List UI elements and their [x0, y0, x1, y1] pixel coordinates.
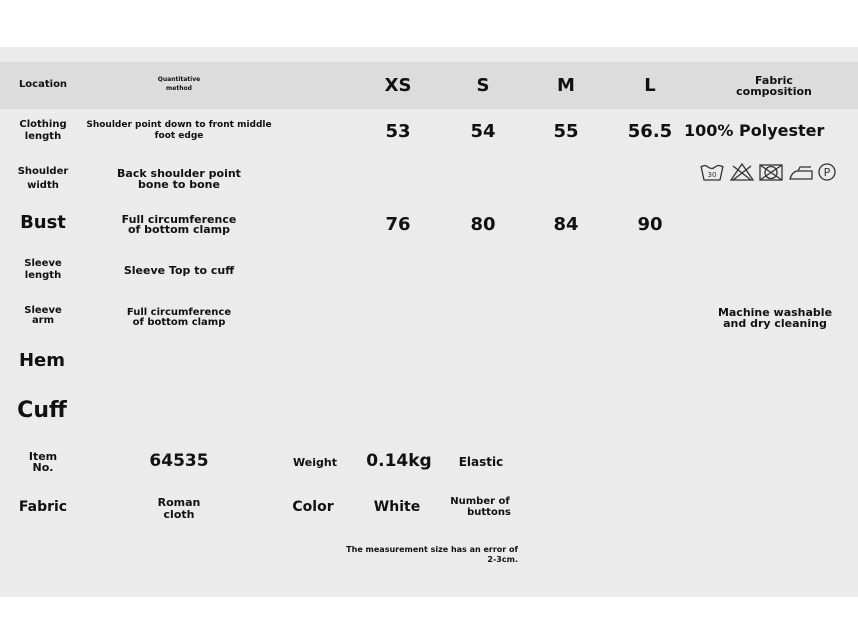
clothing-length-m: 55	[553, 121, 579, 142]
row-label-cuff: Cuff	[17, 398, 67, 423]
fabric-value-1: Roman	[157, 496, 201, 509]
header-size-m: M	[557, 75, 575, 96]
clothing-length-l: 56.5	[627, 121, 673, 142]
header-size-l: L	[644, 75, 656, 96]
row-label-clothing-length-2: length	[24, 131, 62, 142]
row-method-shoulder-width-1: Back shoulder point	[117, 167, 241, 180]
row-label-shoulder-width-1: Shoulder	[17, 166, 69, 177]
row-label-hem: Hem	[18, 350, 66, 371]
row-method-sleeve-arm-1: Full circumference	[126, 307, 232, 318]
measurement-note-2: 2-3cm.	[487, 555, 518, 564]
care-icons	[699, 161, 839, 183]
header-size-xs: XS	[384, 75, 412, 96]
header-composition-line1: Fabric	[755, 74, 793, 87]
row-method-sleeve-length: Sleeve Top to cuff	[123, 264, 235, 277]
wash-temp-text: 30	[707, 171, 717, 179]
fabric-value-2: cloth	[163, 508, 195, 521]
row-method-shoulder-width-2: bone to bone	[138, 178, 220, 191]
row-method-bust-1: Full circumference	[121, 213, 237, 226]
row-label-sleeve-arm-2: arm	[31, 315, 55, 326]
row-method-sleeve-arm-2: of bottom clamp	[132, 317, 226, 328]
row-label-shoulder-width-2: width	[27, 180, 59, 191]
buttons-label-2: buttons	[467, 507, 511, 518]
bust-l: 90	[637, 214, 663, 235]
row-label-sleeve-arm-1: Sleeve	[24, 305, 62, 316]
item-no-label-1: Item	[28, 450, 58, 463]
clothing-length-xs: 53	[385, 121, 411, 142]
measurement-note-1: The measurement size has an error of	[346, 545, 518, 554]
fabric-label: Fabric	[18, 499, 68, 515]
composition-value: 100% Polyester	[684, 121, 825, 140]
weight-value: 0.14kg	[366, 451, 432, 471]
row-label-sleeve-length-1: Sleeve	[24, 258, 62, 269]
clothing-length-s: 54	[470, 121, 496, 142]
wash-30-icon	[701, 166, 723, 181]
row-label-bust: Bust	[20, 212, 66, 233]
row-method-clothing-length-1: Shoulder point down to front middle	[86, 120, 272, 130]
dryclean-letter: P	[823, 166, 831, 179]
color-label: Color	[292, 499, 334, 515]
care-text-line2: and dry cleaning	[723, 317, 827, 330]
buttons-label-1: Number of	[450, 496, 510, 507]
bust-s: 80	[470, 214, 496, 235]
do-not-tumble-dry-icon	[760, 165, 782, 180]
item-no-label-2: No.	[32, 461, 54, 474]
care-text-line1: Machine washable	[717, 306, 833, 319]
elastic-label: Elastic	[458, 455, 504, 469]
bust-m: 84	[553, 214, 579, 235]
header-size-s: S	[476, 75, 490, 96]
row-label-sleeve-length-2: length	[24, 270, 62, 281]
header-method-line1: Quantitative	[157, 76, 201, 83]
row-label-clothing-length-1: Clothing	[19, 119, 67, 130]
color-value: White	[373, 499, 421, 515]
header-composition-line2: composition	[736, 85, 812, 98]
weight-label: Weight	[293, 456, 337, 469]
header-method-line2: method	[166, 85, 192, 92]
dry-clean-p-icon	[819, 164, 835, 180]
bust-xs: 76	[385, 214, 411, 235]
row-method-clothing-length-2: foot edge	[154, 131, 204, 141]
header-location: Location	[18, 79, 68, 90]
row-method-bust-2: of bottom clamp	[127, 223, 231, 236]
do-not-bleach-icon	[731, 164, 753, 180]
iron-icon	[790, 167, 812, 179]
item-no-value: 64535	[149, 451, 209, 471]
